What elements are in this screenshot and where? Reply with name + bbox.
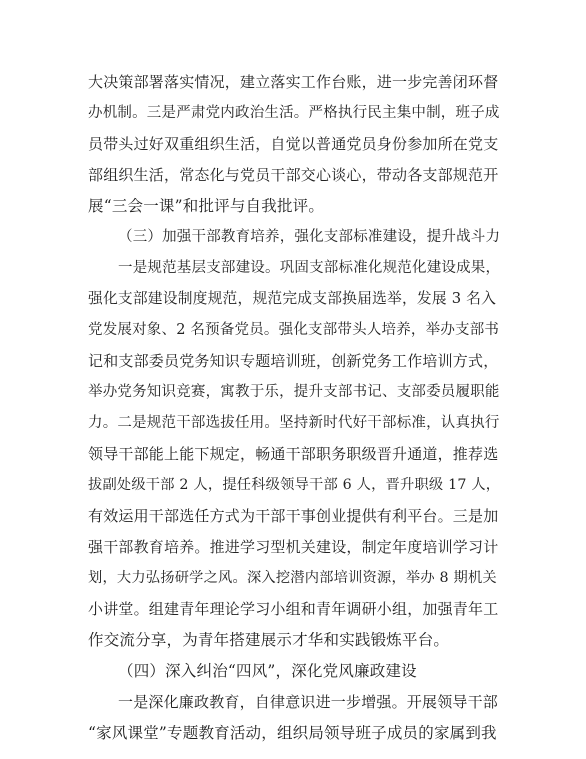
section-heading: （四）深入纠治“四风”，深化党风廉政建设 [118,662,417,680]
paragraph-line: 划，大力弘扬研学之风。深入挖潜内部培训资源，举办 8 期机关 [88,570,497,586]
paragraph-line: 领导干部能上能下规定，畅通干部职务职级晋升通道，推荐选 [88,445,499,463]
paragraph-line: 员带头过好双重组织生活，自觉以普通党员身份参加所在党支 [88,135,499,153]
paragraph-line: 强干部教育培养。推进学习型机关建设，制定年度培训学习计 [88,538,499,556]
paragraph-line: 拔副处级干部 2 人，提任科级领导干部 6 人，晋升职级 17 人， [88,477,501,493]
paragraph-line: 一是深化廉政教育，自律意识进一步增强。开展领导干部 [118,693,499,711]
paragraph-line: 展“三会一课”和批评与自我批评。 [88,197,325,215]
paragraph-line: 举办党务知识竞赛，寓教于乐，提升支部书记、支部委员履职能 [88,384,500,400]
paragraph-line: 小讲堂。组建青年理论学习小组和青年调研小组，加强青年工 [88,600,499,618]
paragraph-line: 办机制。三是严肃党内政治生活。严格执行民主集中制，班子成 [88,105,500,121]
paragraph-line: “家风课堂”专题教育活动，组织局领导班子成员的家属到我 [88,724,497,742]
paragraph-line: 大决策部署落实情况，建立落实工作台账，进一步完善闭环督 [88,73,499,91]
paragraph-line: 力。二是规范干部选拔任用。坚持新时代好干部标准，认真执行 [88,415,500,431]
paragraph-line: 党发展对象、2 名预备党员。强化支部带头人培养，举办支部书 [88,322,500,338]
paragraph-line: 记和支部委员党务知识专题培训班，创新党务工作培训方式， [88,352,499,370]
paragraph-line: 部组织生活，常态化与党员干部交心谈心，带动各支部规范开 [88,166,499,184]
paragraph-line: 一是规范基层支部建设。巩固支部标准化规范化建设成果， [118,260,501,276]
paragraph-line: 有效运用干部选任方式为干部干事创业提供有利平台。三是加 [88,507,499,525]
paragraph-line: 作交流分享，为青年搭建展示才华和实践锻炼平台。 [88,631,450,649]
paragraph-line: 强化支部建设制度规范，规范完成支部换届选举，发展 3 名入 [88,290,497,307]
section-heading: （三）加强干部教育培养，强化支部标准建设，提升战斗力 [118,229,501,245]
